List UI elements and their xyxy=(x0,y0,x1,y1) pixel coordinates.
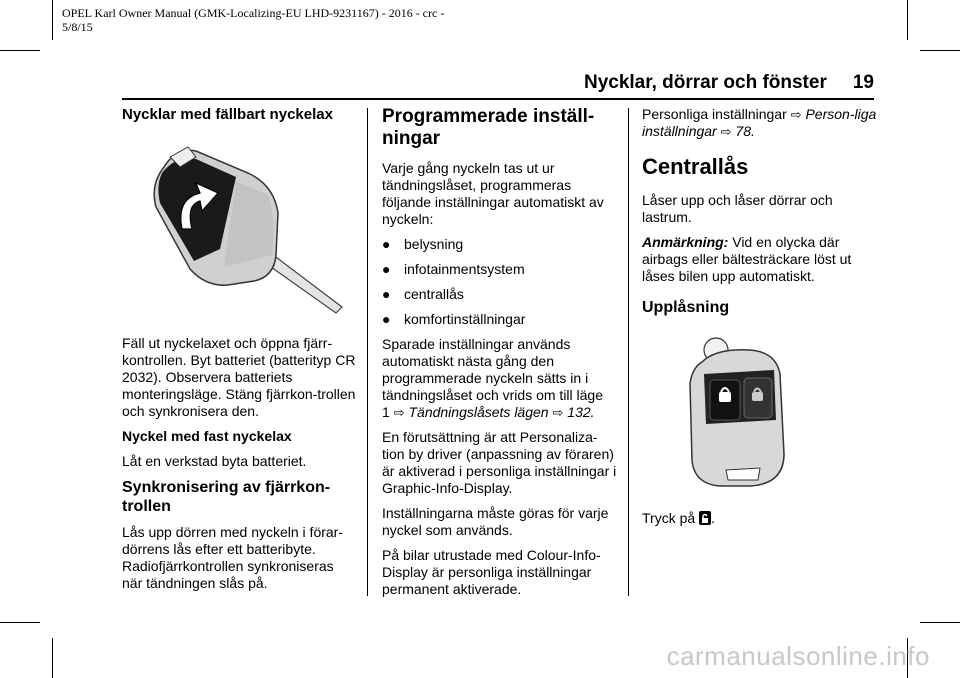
foldable-key-illustration xyxy=(136,137,357,317)
colour-info-display-text: På bilar utrustade med Colour-Info-Display är personliga inställningar permanent aktiverade. xyxy=(382,547,601,597)
personal-settings-page: 78. xyxy=(735,123,755,139)
heading-foldable-key: Nycklar med fällbart nyckelax xyxy=(122,106,333,123)
column-2 xyxy=(382,106,617,606)
press-end: . xyxy=(711,510,715,526)
bullet-marker: ● xyxy=(382,236,391,252)
list-item xyxy=(382,236,617,253)
ignition-positions-page: 132. xyxy=(567,404,595,420)
column-1 xyxy=(122,106,357,600)
crop-mark xyxy=(907,0,908,40)
reference-arrow-icon: ⇨ xyxy=(393,405,405,420)
subheading-fixed-key: Nyckel med fast nyckelax xyxy=(122,428,292,444)
settings-intro: Varje gång nyckeln tas ut ur tändningslåset, programmeras följande inställningar automatiskt av nyckeln: xyxy=(382,160,604,227)
reference-arrow-icon: ⇨ xyxy=(790,107,802,122)
fixed-key-instructions: Låt en verkstad byta batteriet. xyxy=(122,453,307,469)
crop-mark xyxy=(52,0,53,40)
list-item xyxy=(382,311,617,328)
ignition-ref-prefix: 1 xyxy=(382,404,390,420)
saved-settings-body: Sparade inställningar används automatiskt nästa gång den programmerade nyckeln sätts in i tändningslåset och vrids om till läge xyxy=(382,336,604,403)
personal-settings-link[interactable]: Person-liga inställningar xyxy=(642,106,877,139)
crop-mark xyxy=(0,622,40,623)
column-3 xyxy=(642,106,877,535)
meta-line-2: 5/8/15 xyxy=(62,20,93,34)
central-locking-text: Låser upp och låser dörrar och lastrum. xyxy=(642,192,833,225)
reference-arrow-icon: ⇨ xyxy=(720,124,732,139)
column-divider xyxy=(628,108,629,596)
heading-central-locking: Centrallås xyxy=(642,154,749,179)
list-item-text: belysning xyxy=(404,236,464,252)
bullet-marker: ● xyxy=(382,311,391,327)
list-item xyxy=(382,286,617,303)
synchronisation-text: Lås upp dörren med nyckeln i förar-dörrens lås efter ett batteribyte. Radiofjärrkontrollen synkroniseras när tändningen slås på. xyxy=(122,524,343,591)
saved-settings-text xyxy=(382,336,617,421)
reference-arrow-icon: ⇨ xyxy=(552,405,564,420)
header-rule xyxy=(122,98,874,100)
crop-mark xyxy=(0,50,40,51)
note xyxy=(642,234,877,285)
ignition-positions-link[interactable]: Tändningslåsets lägen xyxy=(408,404,549,420)
unlock-icon xyxy=(699,511,711,525)
press-instruction xyxy=(642,510,877,527)
watermark: carmanualsonline.info xyxy=(666,641,930,671)
crop-mark xyxy=(52,638,53,678)
meta-line-1: OPEL Karl Owner Manual (GMK-Localizing-EU LHD-9231167) - 2016 - crc - xyxy=(62,6,445,20)
remote-key-illustration xyxy=(680,334,877,494)
heading-synchronisation: Synkronisering av fjärrkon-trollen xyxy=(122,479,331,515)
document-meta xyxy=(62,6,444,34)
list-item-text: komfortinställningar xyxy=(404,311,526,327)
heading-programmed-settings: Programmerade inställ-ningar xyxy=(382,106,595,149)
list-item-text: infotainmentsystem xyxy=(404,261,525,277)
press-text: Tryck på xyxy=(642,510,696,526)
page-number: 19 xyxy=(852,72,874,93)
note-label: Anmärkning: xyxy=(642,234,729,250)
personalization-text: En förutsättning är att Personaliza-tion by driver (anpassning av föraren) är aktiverad i personliga inställningar i Graphic-Info-Display. xyxy=(382,429,617,496)
battery-instructions: Fäll ut nyckelaxet och öppna fjärr-kontrollen. Byt batteriet (batterityp CR 2032). Observera batteriets monteringsläge. Stäng fjärrkon-trollen och synkronisera den. xyxy=(122,335,356,419)
bullet-marker: ● xyxy=(382,261,391,277)
section-title: Nycklar, dörrar och fönster xyxy=(583,72,827,93)
heading-unlocking: Upplåsning xyxy=(642,299,730,316)
crop-mark xyxy=(920,622,960,623)
list-item-text: centrallås xyxy=(404,286,464,302)
crop-mark xyxy=(920,50,960,51)
personal-settings-text: Personliga inställningar xyxy=(642,106,787,122)
column-divider xyxy=(367,108,368,596)
bullet-marker: ● xyxy=(382,286,391,302)
personal-settings-ref xyxy=(642,106,877,140)
per-key-text: Inställningarna måste göras för varje nyckel som används. xyxy=(382,505,609,538)
list-item xyxy=(382,261,617,278)
note-text: Vid en olycka där airbags eller bältesträckare löst ut låses bilen upp automatiskt. xyxy=(642,234,852,284)
running-head xyxy=(584,72,874,94)
